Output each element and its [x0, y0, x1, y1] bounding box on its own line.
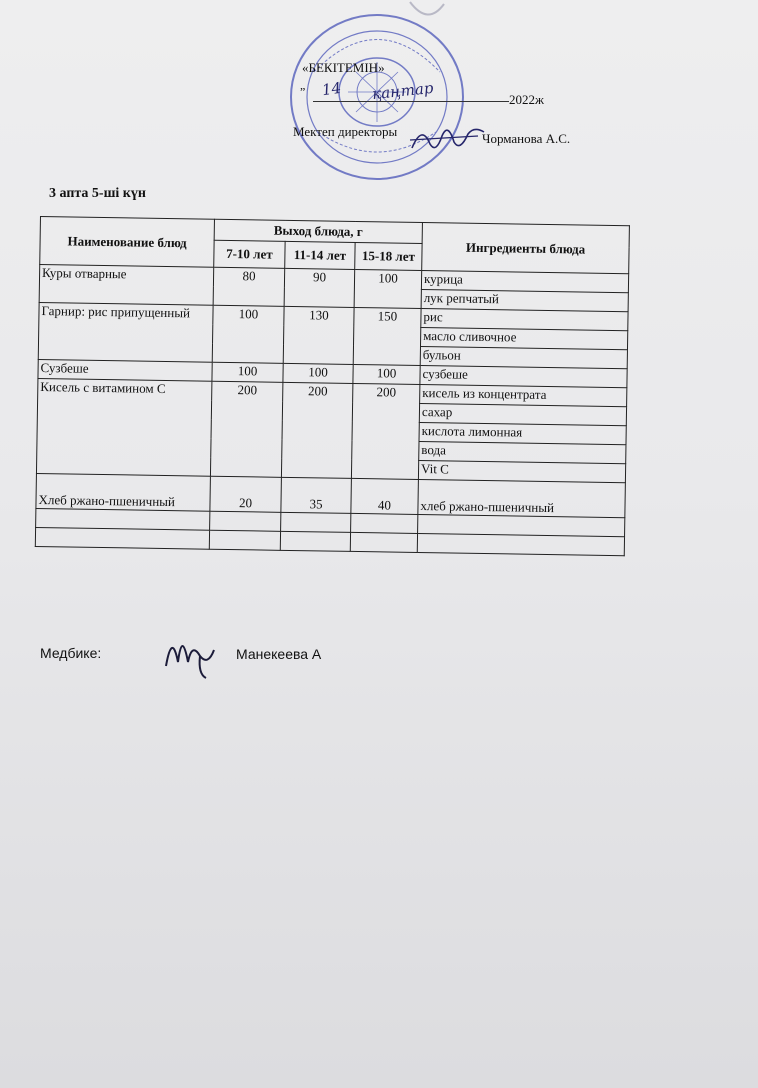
dish-value: 150	[353, 307, 421, 365]
date-prefix: „	[300, 78, 306, 92]
day-title: 3 апта 5-ші күн	[49, 186, 146, 201]
dish-value: 200	[210, 381, 282, 477]
date-year: 2022ж	[509, 92, 544, 107]
dish-value: 35	[281, 477, 352, 513]
date-month-handwritten: қаңтар	[371, 78, 435, 104]
dish-name: Куры отварные	[39, 265, 214, 306]
ingredient: Vit C	[418, 460, 625, 482]
ingredient: хлеб ржано-пшеничный	[418, 479, 626, 517]
header-dish-name: Наименование блюд	[40, 217, 215, 268]
empty-cell	[417, 533, 624, 555]
dish-value: 20	[210, 476, 282, 512]
ingredient: кислота лимонная	[419, 422, 626, 444]
empty-cell	[350, 532, 417, 552]
dish-value: 100	[283, 363, 353, 383]
medic-label: Медбике:	[40, 645, 102, 661]
ingredient: курица	[421, 271, 628, 293]
medic-name: Манекеева А	[236, 646, 322, 662]
dish-name: Сузбеше	[38, 359, 212, 381]
medic-signature	[160, 622, 220, 682]
empty-cell	[281, 512, 351, 532]
menu-table	[35, 216, 630, 556]
director-label: Мектеп директоры	[293, 124, 398, 139]
dish-name: Кисель с витамином С	[36, 378, 211, 476]
ingredient: рис	[421, 308, 628, 330]
dish-value: 200	[351, 383, 419, 479]
date-day-handwritten: 14	[320, 78, 343, 100]
header-output: Выход блюда, г	[214, 219, 422, 243]
empty-cell	[210, 511, 281, 531]
empty-cell	[35, 527, 209, 549]
ingredient: вода	[419, 441, 626, 463]
dish-name: Гарнир: рис припущенный	[38, 302, 213, 362]
ingredient: бульон	[420, 346, 627, 368]
ingredient: масло сливочное	[420, 327, 627, 349]
director-name: Чорманова А.С.	[482, 131, 571, 146]
director-signature	[408, 118, 488, 158]
header-age-7-10: 7-10 лет	[214, 240, 285, 268]
date-underline	[313, 101, 509, 102]
ingredient: лук репчатый	[421, 289, 628, 311]
dish-value: 90	[284, 268, 355, 307]
dish-value: 100	[354, 269, 422, 308]
ingredient: сахар	[419, 403, 626, 425]
approve-label: «БЕКІТЕМІН»	[302, 60, 385, 75]
empty-cell	[351, 513, 418, 533]
dish-value: 130	[283, 306, 354, 364]
dish-value: 200	[281, 382, 352, 478]
empty-cell	[209, 530, 280, 550]
header-ingredients: Ингредиенты блюда	[422, 223, 630, 274]
ingredient: сузбеше	[420, 365, 627, 387]
empty-cell	[280, 531, 350, 551]
dish-name: Хлеб ржано-пшеничный	[36, 473, 211, 511]
dish-value: 100	[353, 364, 420, 384]
dish-value: 40	[351, 478, 419, 514]
header-age-11-14: 11-14 лет	[285, 241, 355, 269]
ingredient: кисель из концентрата	[420, 384, 627, 406]
dish-value: 80	[213, 267, 285, 306]
dish-value: 100	[212, 305, 284, 363]
header-age-15-18: 15-18 лет	[355, 242, 422, 270]
dish-value: 100	[212, 362, 283, 382]
